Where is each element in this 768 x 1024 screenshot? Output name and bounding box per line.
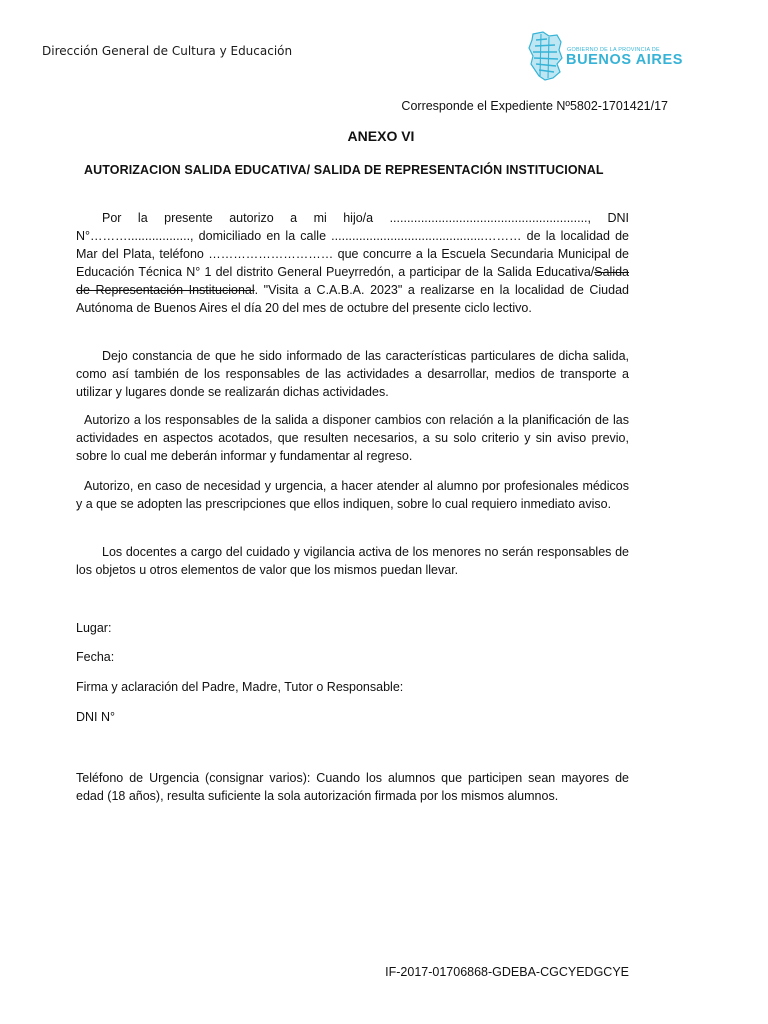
lugar-field: Lugar: [76,621,112,635]
document-title-text: ANEXO VI [347,128,415,144]
paragraph-authorization-a: Por la presente autorizo a mi hijo/a ........................................................., DNI N°……….................., domiciliado en la calle ............................................……… de la localidad de Mar del Plata, teléfono ………………………… que concurre a la Escuela Secundaria Municipal de Educación Técnica N° 1 del distrito General Pueyrredón, a participar de la Salida Educativa/ [76,211,629,279]
expediente-reference: Corresponde el Expediente Nº5802-1701421/17 [401,99,668,113]
paragraph-authorization-struck: Salida de Representación Institucional [76,265,629,297]
buenos-aires-logo [527,30,684,82]
fecha-field: Fecha: [76,650,115,664]
dni-field: DNI N° [76,710,116,724]
paragraph-authorization-b: . "Visita a C.A.B.A. 2023" a realizarse en la localidad de Ciudad Autónoma de Buenos Aires el día 20 del mes de octubre del presente ciclo lectivo. [76,283,629,315]
paragraph-constancia: Dejo constancia de que he sido informado de las características particulares de dicha salida, como así también de los responsables de las actividades a desarrollar, medios de transporte a utilizar y lugares donde se realizarán dichas actividades. [76,349,629,399]
province-map-icon [527,30,563,82]
paragraph-telefono-urgencia: Teléfono de Urgencia (consignar varios): Cuando los alumnos que participen sean mayores de edad (18 años), resulta suficiente la sola autorización firmada por los mismos alumnos. [76,771,629,803]
logo-bottom-text: BUENOS AIRES [566,52,684,68]
logo-top-text: GOBIERNO DE LA PROVINCIA DE [567,47,660,53]
document-title [0,128,768,144]
paragraph-cambios: Autorizo a los responsables de la salida a disponer cambios con relación a la planificación de las actividades en aspectos acotados, que resulten necesarios, a su solo criterio y sin aviso previo, sobre lo cual me deberán informar y fundamentar al regreso. [76,413,629,463]
document-subtitle: AUTORIZACION SALIDA EDUCATIVA/ SALIDA DE REPRESENTACIÓN INSTITUCIONAL [84,163,604,177]
org-name: Dirección General de Cultura y Educación [42,44,293,58]
paragraph-authorization [76,209,629,317]
document-code: IF-2017-01706868-GDEBA-CGCYEDGCYE [385,965,629,979]
firma-field: Firma y aclaración del Padre, Madre, Tutor o Responsable: [76,680,404,694]
paragraph-responsabilidad: Los docentes a cargo del cuidado y vigilancia activa de los menores no serán responsables de los objetos u otros elementos de valor que los mismos puedan llevar. [76,545,629,577]
paragraph-urgencia-medica: Autorizo, en caso de necesidad y urgencia, a hacer atender al alumno por profesionales médicos y a que se adopten las prescripciones que ellos indiquen, sobre lo cual requiero inmediato aviso. [76,479,629,511]
